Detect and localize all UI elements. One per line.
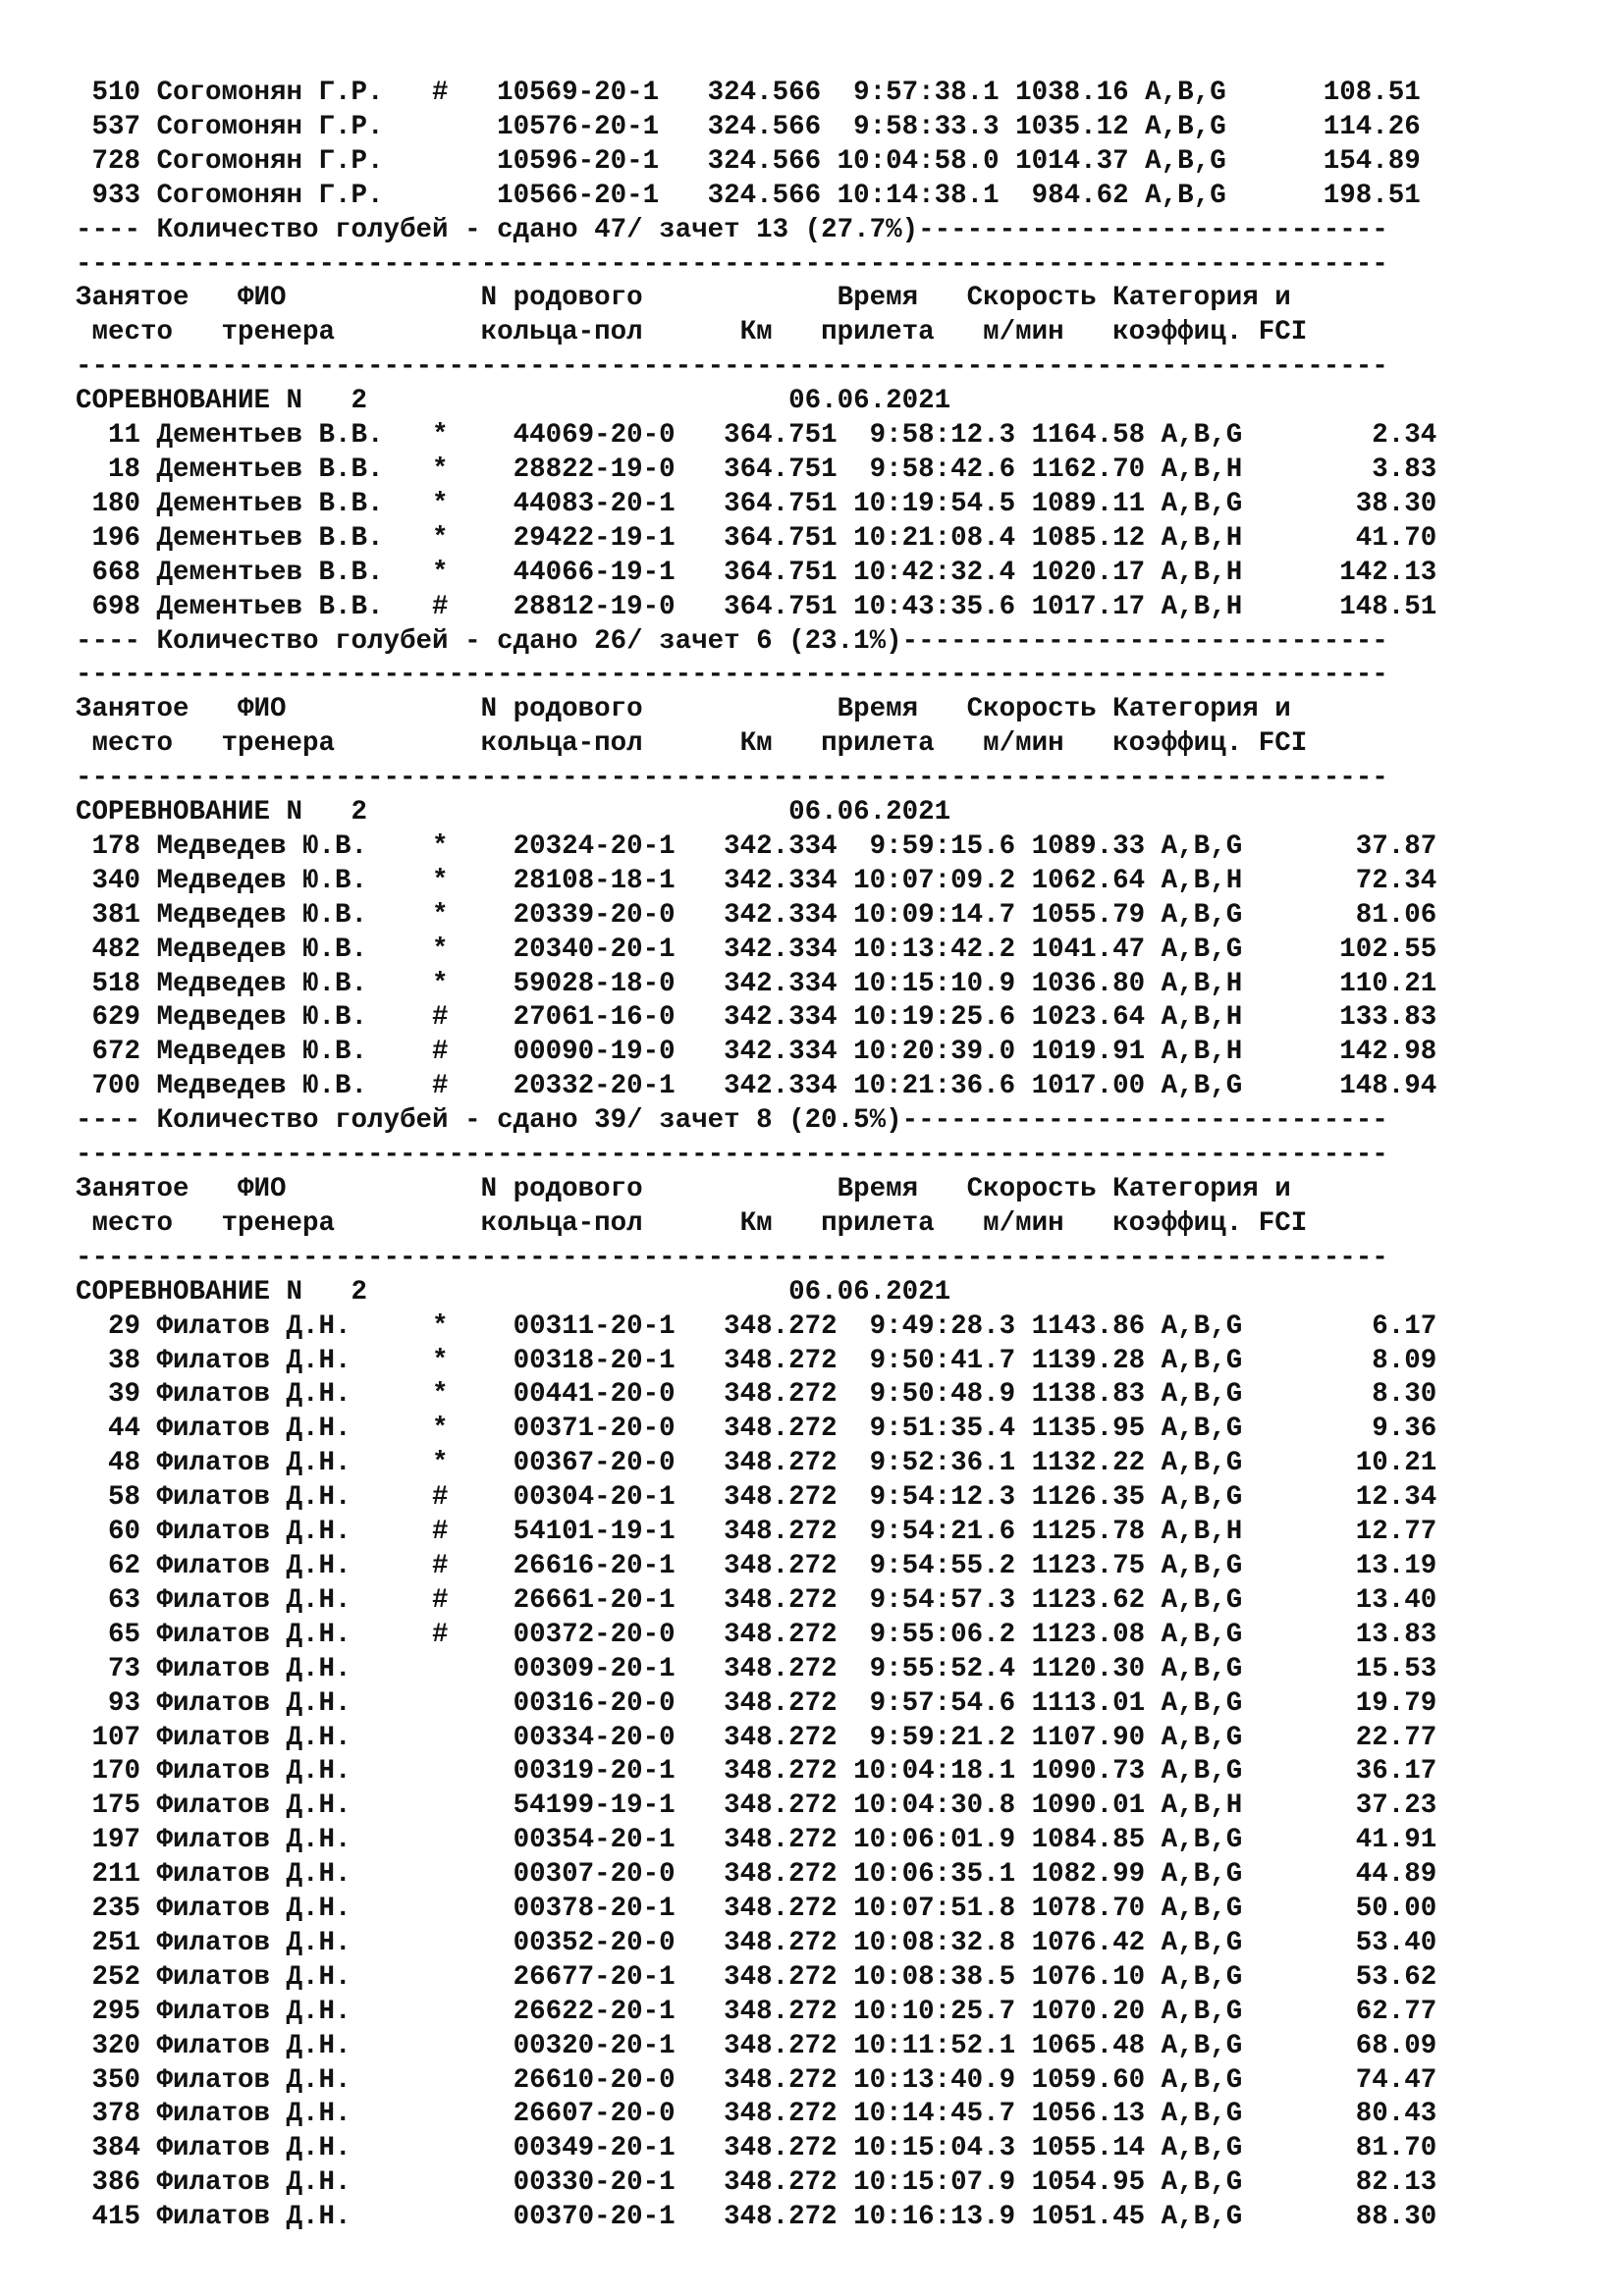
separator-line: ---------------------------------------------------------------------------------	[76, 1140, 1388, 1171]
result-row: 668 Дементьев В.В. * 44066-19-1 364.751 10:42:32.4 1020.17 A,B,H 142.13	[76, 557, 1437, 588]
column-header: место тренера кольца-пол Км прилета м/мин коэффиц. FCI	[76, 1207, 1308, 1239]
result-row: 73 Филатов Д.Н. 00309-20-1 348.272 9:55:52.4 1120.30 A,B,G 15.53	[76, 1653, 1437, 1684]
summary-line: ---- Количество голубей - сдано 26/ зачет 6 (23.1%)------------------------------	[76, 625, 1388, 657]
competition-header: СОРЕВНОВАНИЕ N 2 06.06.2021	[76, 386, 951, 417]
column-header: Занятое ФИО N родового Время Скорость Категория и	[76, 694, 1291, 725]
competition-header: СОРЕВНОВАНИЕ N 2 06.06.2021	[76, 797, 951, 828]
result-row: 252 Филатов Д.Н. 26677-20-1 348.272 10:08:38.5 1076.10 A,B,G 53.62	[76, 1961, 1437, 1993]
result-row: 384 Филатов Д.Н. 00349-20-1 348.272 10:15:04.3 1055.14 A,B,G 81.70	[76, 2133, 1437, 2164]
separator-line: ---------------------------------------------------------------------------------	[76, 763, 1388, 794]
result-row: 58 Филатов Д.Н. # 00304-20-1 348.272 9:54:12.3 1126.35 A,B,G 12.34	[76, 1482, 1437, 1514]
result-row: 518 Медведев Ю.В. * 59028-18-0 342.334 10:15:10.9 1036.80 A,B,H 110.21	[76, 968, 1437, 999]
summary-line: ---- Количество голубей - сдано 39/ зачет 8 (20.5%)------------------------------	[76, 1105, 1388, 1137]
result-row: 340 Медведев Ю.В. * 28108-18-1 342.334 10:07:09.2 1062.64 A,B,H 72.34	[76, 865, 1437, 896]
result-row: 63 Филатов Д.Н. # 26661-20-1 348.272 9:54:57.3 1123.62 A,B,G 13.40	[76, 1584, 1437, 1616]
result-row: 698 Дементьев В.В. # 28812-19-0 364.751 10:43:35.6 1017.17 A,B,H 148.51	[76, 591, 1437, 622]
result-row: 537 Согомонян Г.Р. 10576-20-1 324.566 9:58:33.3 1035.12 A,B,G 114.26	[76, 111, 1421, 142]
result-row: 728 Согомонян Г.Р. 10596-20-1 324.566 10:04:58.0 1014.37 A,B,G 154.89	[76, 145, 1421, 177]
result-row: 700 Медведев Ю.В. # 20332-20-1 342.334 10:21:36.6 1017.00 A,B,G 148.94	[76, 1071, 1437, 1102]
result-row: 251 Филатов Д.Н. 00352-20-0 348.272 10:08:32.8 1076.42 A,B,G 53.40	[76, 1927, 1437, 1958]
result-row: 381 Медведев Ю.В. * 20339-20-0 342.334 10:09:14.7 1055.79 A,B,G 81.06	[76, 899, 1437, 931]
result-row: 629 Медведев Ю.В. # 27061-16-0 342.334 10:19:25.6 1023.64 A,B,H 133.83	[76, 1002, 1437, 1034]
result-row: 211 Филатов Д.Н. 00307-20-0 348.272 10:06:35.1 1082.99 A,B,G 44.89	[76, 1859, 1437, 1891]
result-row: 180 Дементьев В.В. * 44083-20-1 364.751 10:19:54.5 1089.11 A,B,G 38.30	[76, 488, 1437, 519]
separator-line: ---------------------------------------------------------------------------------	[76, 660, 1388, 691]
column-header: Занятое ФИО N родового Время Скорость Категория и	[76, 283, 1291, 314]
result-row: 107 Филатов Д.Н. 00334-20-0 348.272 9:59:21.2 1107.90 A,B,G 22.77	[76, 1722, 1437, 1753]
result-row: 482 Медведев Ю.В. * 20340-20-1 342.334 10:13:42.2 1041.47 A,B,G 102.55	[76, 934, 1437, 965]
competition-header: СОРЕВНОВАНИЕ N 2 06.06.2021	[76, 1276, 951, 1308]
result-row: 175 Филатов Д.Н. 54199-19-1 348.272 10:04:30.8 1090.01 A,B,H 37.23	[76, 1790, 1437, 1822]
result-row: 62 Филатов Д.Н. # 26616-20-1 348.272 9:54:55.2 1123.75 A,B,G 13.19	[76, 1550, 1437, 1581]
result-row: 933 Согомонян Г.Р. 10566-20-1 324.566 10:14:38.1 984.62 A,B,G 198.51	[76, 180, 1421, 211]
column-header: место тренера кольца-пол Км прилета м/мин коэффиц. FCI	[76, 317, 1308, 348]
result-row: 11 Дементьев В.В. * 44069-20-0 364.751 9:58:12.3 1164.58 A,B,G 2.34	[76, 420, 1437, 452]
result-row: 320 Филатов Д.Н. 00320-20-1 348.272 10:11:52.1 1065.48 A,B,G 68.09	[76, 2030, 1437, 2061]
result-row: 672 Медведев Ю.В. # 00090-19-0 342.334 10:20:39.0 1019.91 A,B,H 142.98	[76, 1037, 1437, 1068]
race-results-report	[76, 77, 1568, 2235]
separator-line: ---------------------------------------------------------------------------------	[76, 351, 1388, 383]
result-row: 178 Медведев Ю.В. * 20324-20-1 342.334 9:59:15.6 1089.33 A,B,G 37.87	[76, 830, 1437, 862]
result-row: 93 Филатов Д.Н. 00316-20-0 348.272 9:57:54.6 1113.01 A,B,G 19.79	[76, 1687, 1437, 1719]
result-row: 235 Филатов Д.Н. 00378-20-1 348.272 10:07:51.8 1078.70 A,B,G 50.00	[76, 1894, 1437, 1925]
column-header: Занятое ФИО N родового Время Скорость Категория и	[76, 1174, 1291, 1204]
result-row: 378 Филатов Д.Н. 26607-20-0 348.272 10:14:45.7 1056.13 A,B,G 80.43	[76, 2099, 1437, 2130]
result-row: 350 Филатов Д.Н. 26610-20-0 348.272 10:13:40.9 1059.60 A,B,G 74.47	[76, 2064, 1437, 2096]
result-row: 38 Филатов Д.Н. * 00318-20-1 348.272 9:50:41.7 1139.28 A,B,G 8.09	[76, 1345, 1437, 1376]
result-row: 39 Филатов Д.Н. * 00441-20-0 348.272 9:50:48.9 1138.83 A,B,G 8.30	[76, 1379, 1437, 1411]
separator-line: ---------------------------------------------------------------------------------	[76, 248, 1388, 280]
result-row: 65 Филатов Д.Н. # 00372-20-0 348.272 9:55:06.2 1123.08 A,B,G 13.83	[76, 1619, 1437, 1650]
result-row: 295 Филатов Д.Н. 26622-20-1 348.272 10:10:25.7 1070.20 A,B,G 62.77	[76, 1996, 1437, 2027]
column-header: место тренера кольца-пол Км прилета м/мин коэффиц. FCI	[76, 728, 1308, 760]
separator-line: ---------------------------------------------------------------------------------	[76, 1242, 1388, 1273]
result-row: 170 Филатов Д.Н. 00319-20-1 348.272 10:04:18.1 1090.73 A,B,G 36.17	[76, 1756, 1437, 1788]
summary-line: ---- Количество голубей - сдано 47/ зачет 13 (27.7%)-----------------------------	[76, 214, 1388, 245]
result-row: 60 Филатов Д.Н. # 54101-19-1 348.272 9:54:21.6 1125.78 A,B,H 12.77	[76, 1517, 1437, 1548]
result-row: 29 Филатов Д.Н. * 00311-20-1 348.272 9:49:28.3 1143.86 A,B,G 6.17	[76, 1310, 1437, 1342]
result-row: 18 Дементьев В.В. * 28822-19-0 364.751 9:58:42.6 1162.70 A,B,H 3.83	[76, 454, 1437, 485]
result-row: 386 Филатов Д.Н. 00330-20-1 348.272 10:15:07.9 1054.95 A,B,G 82.13	[76, 2167, 1437, 2199]
result-row: 44 Филатов Д.Н. * 00371-20-0 348.272 9:51:35.4 1135.95 A,B,G 9.36	[76, 1414, 1437, 1445]
result-row: 196 Дементьев В.В. * 29422-19-1 364.751 10:21:08.4 1085.12 A,B,H 41.70	[76, 522, 1437, 554]
result-row: 48 Филатов Д.Н. * 00367-20-0 348.272 9:52:36.1 1132.22 A,B,G 10.21	[76, 1448, 1437, 1479]
result-row: 510 Согомонян Г.Р. # 10569-20-1 324.566 9:57:38.1 1038.16 A,B,G 108.51	[76, 78, 1421, 108]
result-row: 415 Филатов Д.Н. 00370-20-1 348.272 10:16:13.9 1051.45 A,B,G 88.30	[76, 2202, 1437, 2233]
result-row: 197 Филатов Д.Н. 00354-20-1 348.272 10:06:01.9 1084.85 A,B,G 41.91	[76, 1825, 1437, 1856]
